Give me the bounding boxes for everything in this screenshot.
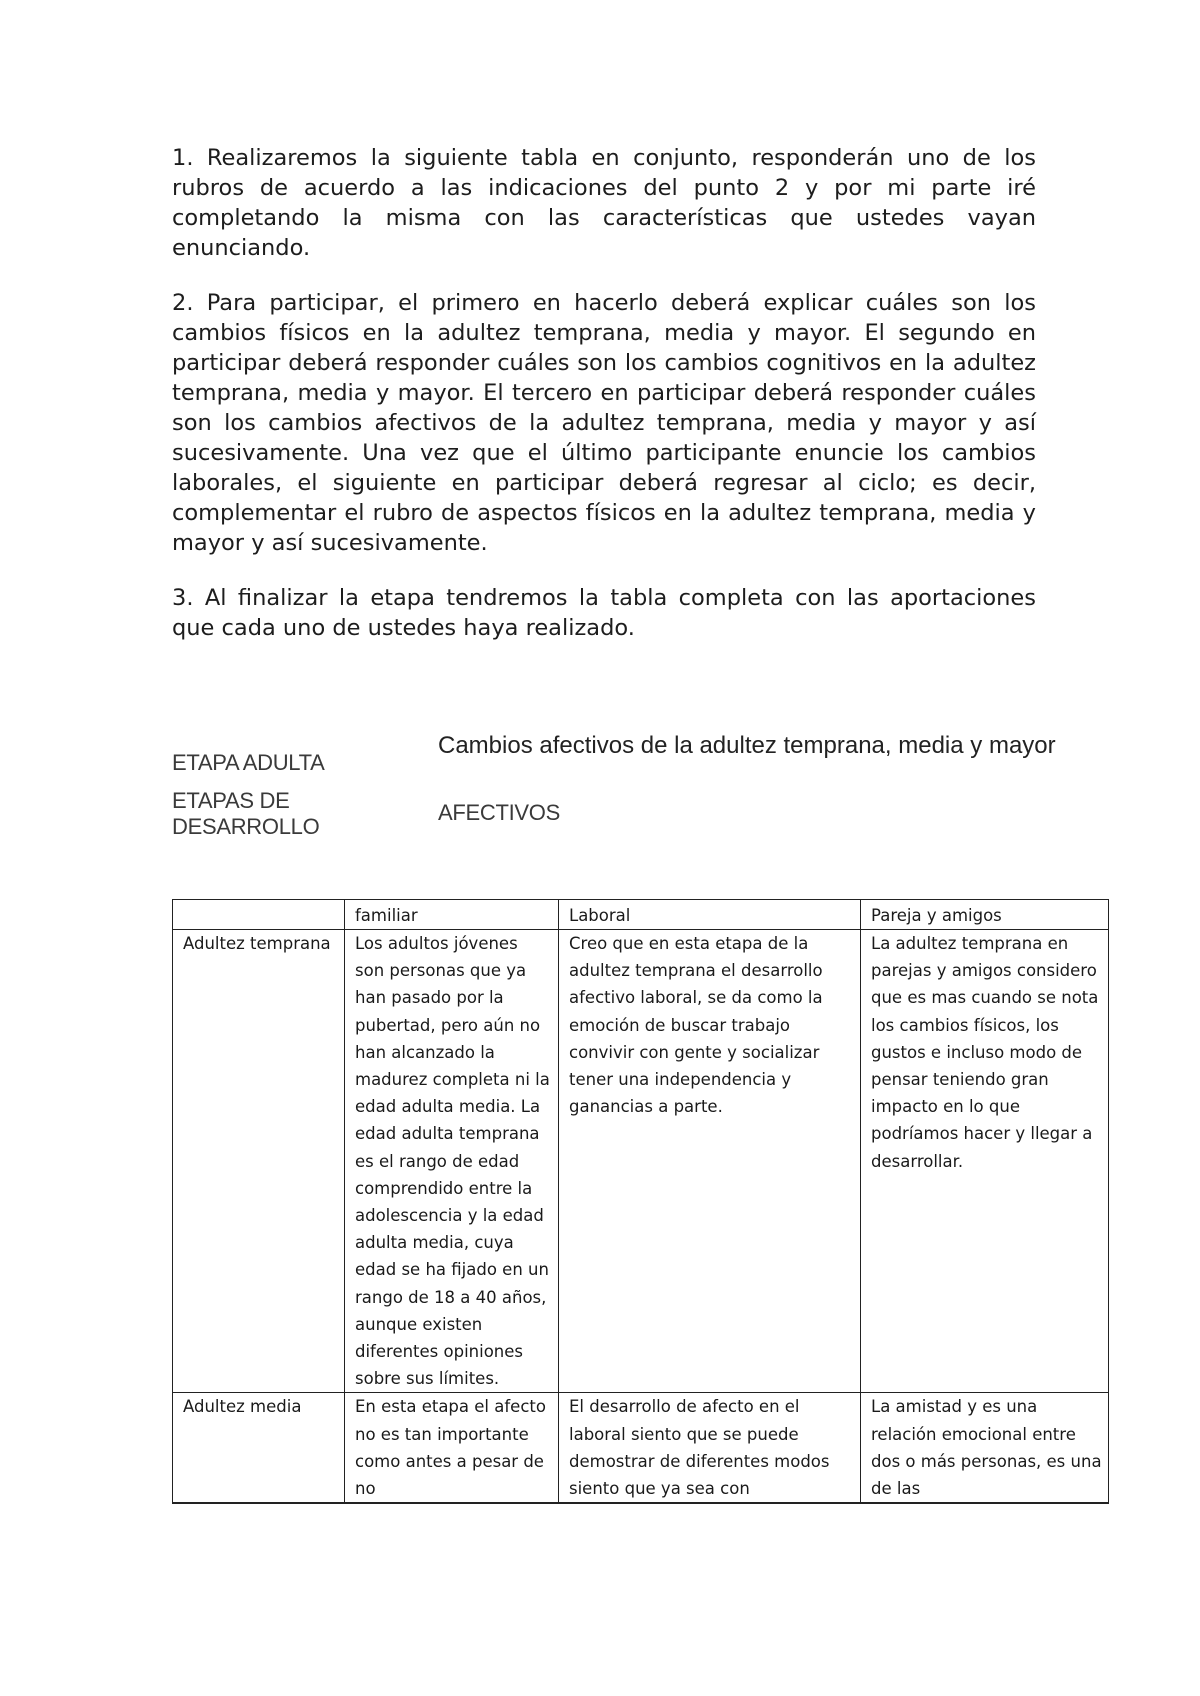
laboral-cell: Creo que en esta etapa de la adultez temprana el desarrollo afectivo laboral, se da como la emoción de buscar trabajo convivir con gente y socializar tener una independencia y ganancias a parte. (559, 930, 861, 1393)
table-row (173, 1393, 1109, 1503)
stage-cell: Adultez media (173, 1393, 345, 1503)
etapa-value: Cambios afectivos de la adultez temprana, media y mayor (438, 732, 1056, 759)
header-cell-familiar: familiar (345, 900, 559, 930)
instruction-paragraph-1: 1. Realizaremos la siguiente tabla en conjunto, responderán uno de los rubros de acuerdo a las indicaciones del punto 2 y por mi parte iré completando la misma con las características que ustedes vayan enunciando. (172, 145, 1036, 261)
table-row (173, 930, 1109, 1393)
header-cell-laboral: Laboral (559, 900, 861, 930)
instruction-paragraph-2: 2. Para participar, el primero en hacerlo deberá explicar cuáles son los cambios físicos en la adultez temprana, media y mayor. El segundo en participar deberá responder cuáles son los cambios cognitivos en la adultez temprana, media y mayor. El tercero en participar deberá responder cuáles son los cambios afectivos de la adultez temprana, media y mayor y así sucesivamente. Una vez que el último participante enuncie los cambios laborales, el siguiente en participar deberá regresar al ciclo; es decir, complementar el rubro de aspectos físicos en la adultez temprana, media y mayor y así sucesivamente. (172, 290, 1036, 556)
pareja-cell: La adultez temprana en parejas y amigos considero que es mas cuando se nota los cambios físicos, los gustos e incluso modo de pensar teniendo gran impacto en lo que podríamos hacer y llegar a desarrollar. (861, 930, 1109, 1393)
header-cell-empty (173, 900, 345, 930)
instruction-paragraph-3: 3. Al finalizar la etapa tendremos la tabla completa con las aportaciones que cada uno de ustedes haya realizado. (172, 585, 1036, 641)
desarrollo-label: ETAPAS DE DESARROLLO (172, 788, 320, 839)
header-cell-pareja: Pareja y amigos (861, 900, 1109, 930)
development-table (172, 899, 1109, 1504)
instructions-section (172, 143, 1036, 668)
table-header-row (173, 900, 1109, 930)
stage-cell: Adultez temprana (173, 930, 345, 1393)
familiar-cell: En esta etapa el afecto no es tan importante como antes a pesar de no (345, 1393, 559, 1503)
etapa-label: ETAPA ADULTA (172, 750, 325, 775)
laboral-cell: El desarrollo de afecto en el laboral siento que se puede demostrar de diferentes modos siento que ya sea con (559, 1393, 861, 1503)
familiar-cell: Los adultos jóvenes son personas que ya han pasado por la pubertad, pero aún no han alcanzado la madurez completa ni la edad adulta media. La edad adulta temprana es el rango de edad comprendido entre la adolescencia y la edad adulta media, cuya edad se ha fijado en un rango de 18 a 40 años, aunque existen diferentes opiniones sobre sus límites. (345, 930, 559, 1393)
desarrollo-value: AFECTIVOS (438, 800, 560, 825)
pareja-cell: La amistad y es una relación emocional entre dos o más personas, es una de las (861, 1393, 1109, 1503)
